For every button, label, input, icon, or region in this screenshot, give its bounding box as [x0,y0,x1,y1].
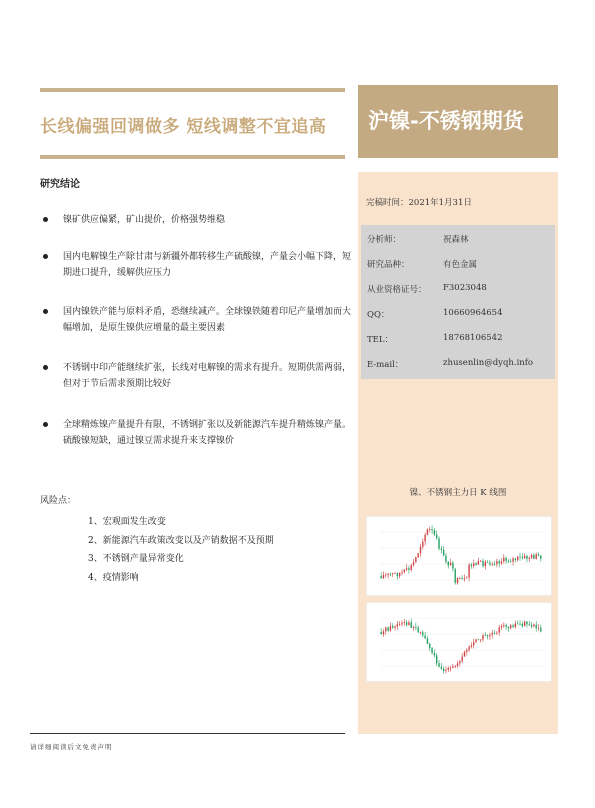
candle-body [404,570,405,572]
candle-body [445,670,446,671]
candle-body [529,624,530,625]
bullet-item [43,212,343,232]
completion-date: 完稿时间：2021年1月31日 [366,198,472,208]
candle-body [424,635,425,638]
bullet-text: 镍矿供应偏紧，矿山提价，价格强势维稳 [63,215,226,225]
info-value: 18768106542 [443,333,503,343]
footer-rule [30,733,345,734]
candle-body [503,558,504,562]
bullet-text: 不锈钢中印产能继续扩张，长线对电解镍的需求有提升。短期供需两弱，但对于节后需求预期比较好 [63,363,352,389]
candle-body [531,555,532,558]
candle-body [531,625,532,626]
info-key: 分析师： [367,235,402,245]
candle-body [524,622,525,627]
candle-body [489,635,490,637]
bullet-dot [43,254,48,259]
analyst-info-box [361,225,555,379]
candle-body [390,626,391,631]
candle-body [496,633,497,634]
candle-body [533,555,534,559]
bullet-dot [43,309,48,314]
candle-body [515,624,516,627]
info-key: 从业资格证号： [367,285,427,295]
candle-body [457,578,458,583]
candle-body [406,622,407,625]
info-key: QQ： [367,310,390,320]
candle-body [434,530,435,534]
risk-item: 1、宏观面发生改变 [88,517,166,527]
candle-body [536,554,537,559]
candle-body [489,563,490,565]
candle-body [424,535,425,542]
candle-body [522,624,523,626]
candle-body [501,626,502,627]
candle-body [399,573,400,576]
candle-body [392,626,393,628]
candle-body [540,628,541,632]
candle-body [505,558,506,561]
candle-body [408,568,409,570]
candle-body [505,625,506,627]
candle-body [529,558,530,559]
candle-body [533,625,534,627]
candle-body [466,577,467,578]
candle-body [380,632,381,634]
candle-body [441,549,442,550]
candle-body [415,627,416,628]
candle-body [392,573,393,574]
bullet-item [43,304,352,340]
candle-body [487,635,488,636]
candle-body [452,666,453,668]
candle-body [538,628,539,629]
candle-body [420,632,421,633]
candle-body [429,644,430,648]
stainless-kline-chart [366,602,552,682]
candle-body [438,538,439,549]
candle-body [411,565,412,570]
info-value: zhusenlin@dyqh.info [443,358,534,368]
brand-box [358,85,558,158]
section-title-conclusion: 研究结论 [40,179,80,190]
chart-caption: 镍、不锈钢主力日 K 线图 [409,488,507,498]
info-value: 10660964654 [443,308,503,318]
sidebar [358,172,558,734]
candle-body [445,556,446,562]
candle-body [383,575,384,578]
candle-body [429,529,430,530]
candle-body [494,564,495,565]
candle-body [459,578,460,579]
candle-body [459,661,460,663]
candle-body [510,561,511,562]
risk-title: 风险点： [40,496,77,506]
candle-body [482,635,483,639]
candle-body [526,556,527,559]
bullet-item [43,360,352,396]
candle-body [457,663,458,666]
candle-body [464,578,465,579]
candle-body [492,564,493,565]
candle-body [401,623,402,625]
candle-body [508,561,509,562]
candle-body [401,572,402,573]
candle-body [496,561,497,564]
candle-body [380,576,381,578]
candle-body [461,578,462,579]
info-key: TEL： [367,335,394,345]
bullet-dot [43,365,48,370]
chart-background [366,602,552,682]
candle-body [494,633,495,634]
candle-body [427,529,428,534]
candle-body [450,563,451,566]
candle-body [390,574,391,575]
candle-body [508,627,509,628]
candle-body [387,627,388,630]
candle-body [517,557,518,560]
candle-body [471,565,472,566]
candle-body [540,555,541,558]
info-value: 祝森林 [443,235,469,245]
bullet-text: 全球精炼镍产量提升有限，不锈钢扩张以及新能源汽车提升精炼镍产量。硫酸镍短缺，通过镍豆需求提升来支撑镍价 [63,420,352,446]
candle-body [524,556,525,558]
candle-body [485,562,486,566]
candle-body [385,575,386,576]
bullet-item [43,249,352,285]
candle-body [417,553,418,557]
headline-top-rule [40,88,345,92]
risk-item: 4、疫情影响 [88,573,139,583]
bullet-text: 国内电解镍生产除甘肃与新疆外都转移生产硫酸镍，产量会小幅下降，短期进口提升，缓解供应压力 [63,252,352,278]
candle-body [434,653,435,655]
candle-body [413,627,414,628]
candle-body [482,561,483,566]
candle-body [501,561,502,563]
brand-title: 沪镍-不锈钢期货 [368,109,524,133]
candle-body [510,625,511,628]
candle-body [519,624,520,625]
candle-body [480,640,481,641]
candle-body [455,569,456,583]
candle-body [480,561,481,562]
candle-body [422,632,423,635]
candle-body [383,631,384,634]
candle-body [436,535,437,539]
candle-body [492,633,493,635]
candle-body [455,666,456,667]
risk-item: 2、新能源汽车政策改变以及产销数据不及预期 [88,536,274,546]
bullet-dot [43,217,48,222]
footer-disclaimer: 请详细阅读后文免责声明 [30,743,113,751]
candle-body [464,652,465,657]
candle-body [515,558,516,559]
candle-body [441,667,442,669]
candle-body [468,565,469,578]
info-key: 研究品种： [367,260,410,270]
candle-body [450,668,451,669]
candle-body [473,642,474,645]
candle-body [385,627,386,631]
candle-body [487,562,488,563]
candle-body [498,627,499,632]
candle-body [411,622,412,628]
candle-body [443,550,444,556]
candle-body [522,557,523,558]
candle-body [431,648,432,653]
candle-body [536,625,537,629]
candle-body [478,639,479,640]
candle-body [415,557,416,562]
candle-body [498,561,499,563]
candle-body [413,562,414,565]
nickel-kline-chart [366,516,552,596]
candle-body [431,529,432,530]
candle-body [397,573,398,576]
candle-body [408,622,409,625]
candle-body [519,557,520,558]
info-value: F3023048 [443,283,487,293]
bullet-dot [43,422,48,427]
candle-body [485,635,486,636]
candle-body [438,663,439,667]
candle-body [471,645,472,646]
candle-body [512,558,513,561]
candle-body [394,573,395,574]
candle-body [468,647,469,650]
candle-body [404,622,405,623]
candle-body [427,638,428,643]
candle-body [436,655,437,663]
candle-body [397,624,398,626]
candle-body [394,626,395,627]
candle-body [422,542,423,547]
candle-body [387,574,388,575]
candle-body [461,657,462,662]
candle-body [417,627,418,632]
candle-body [526,622,527,625]
candle-body [503,625,504,626]
headline-bottom-rule [40,155,345,159]
candle-body [399,624,400,625]
candle-body [475,639,476,642]
candle-body [466,650,467,652]
candle-body [420,547,421,553]
candle-body [473,563,474,566]
candle-body [512,625,513,627]
info-value: 有色金属 [443,260,478,270]
candle-body [448,668,449,670]
risk-item: 3、不锈钢产量异常变化 [88,554,184,564]
candle-body [443,669,444,671]
candle-body [452,563,453,569]
bullet-text: 国内镍铁产能与原料矛盾，恐继续减产。全球镍铁随着印尼产量增加而大幅增加，是原生镍供应增量的最主要因素 [63,307,352,333]
info-key: E-mail： [367,360,404,370]
candle-body [478,561,479,565]
candle-body [538,554,539,555]
candle-body [448,562,449,565]
bullet-item [43,417,352,453]
headline: 长线偏强回调做多 短线调整不宜追高 [40,117,327,137]
candle-body [475,563,476,565]
candle-body [517,624,518,625]
candle-body [406,568,407,569]
